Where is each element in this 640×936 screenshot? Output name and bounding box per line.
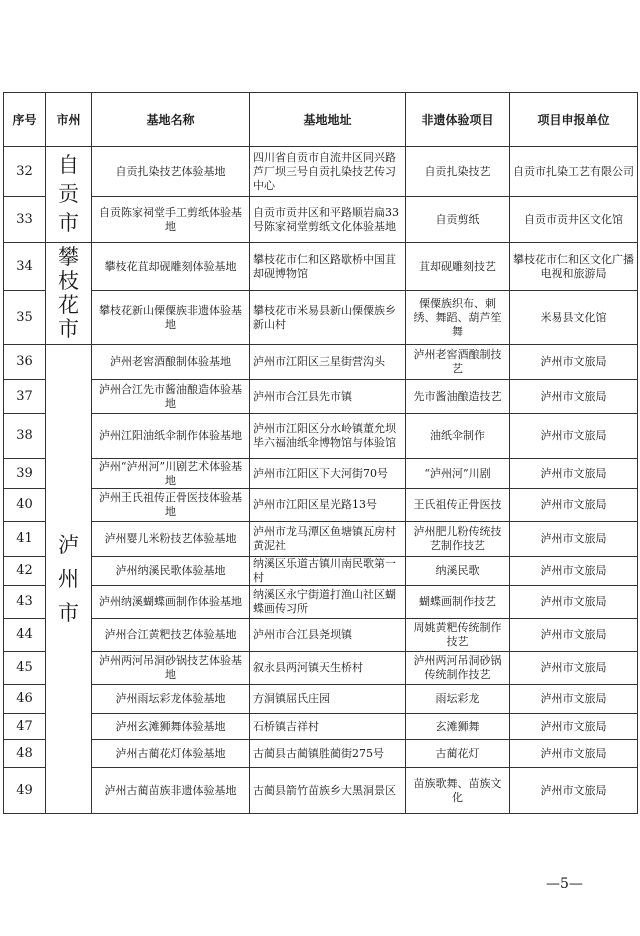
base-name: 泸州合江黄粑技艺体验基地 xyxy=(92,619,250,652)
heritage-project: 纳溪民歌 xyxy=(406,557,510,586)
declaring-unit: 泸州市文旅局 xyxy=(510,522,638,557)
row-number: 33 xyxy=(4,197,46,243)
base-address: 自贡市贡井区和平路顺岩扁33号陈家祠堂剪纸文化体验基地 xyxy=(250,197,406,243)
city-cell xyxy=(46,243,92,345)
base-name: 泸州古蔺花灯体验基地 xyxy=(92,740,250,768)
heritage-project: 玄滩狮舞 xyxy=(406,714,510,740)
declaring-unit: 泸州市文旅局 xyxy=(510,714,638,740)
table-row xyxy=(4,345,638,380)
declaring-unit: 泸州市文旅局 xyxy=(510,489,638,522)
row-number: 43 xyxy=(4,586,46,619)
base-name: 泸州合江先市酱油酿造体验基地 xyxy=(92,380,250,414)
base-address: 叙永县两河镇天生桥村 xyxy=(250,652,406,685)
base-name: 泸州婴儿米粉技艺体验基地 xyxy=(92,522,250,557)
declaring-unit: 泸州市文旅局 xyxy=(510,685,638,714)
table-row xyxy=(4,414,638,459)
declaring-unit: 自贡市扎染工艺有限公司 xyxy=(510,147,638,197)
declaring-unit: 泸州市文旅局 xyxy=(510,414,638,459)
base-name: 泸州王氏祖传正骨医技体验基地 xyxy=(92,489,250,522)
heritage-project: 泸州肥儿粉传统技艺制作技艺 xyxy=(406,522,510,557)
heritage-project: 苗族歌舞、苗族文化 xyxy=(406,768,510,814)
base-address: 纳溪区乐道古镇川南民歌第一村 xyxy=(250,557,406,586)
base-address: 古蔺县古蔺镇胜蔺街275号 xyxy=(250,740,406,768)
row-number: 39 xyxy=(4,459,46,489)
base-name: 攀枝花苴却砚雕刻体验基地 xyxy=(92,243,250,291)
header-base-name: 基地名称 xyxy=(92,93,250,147)
table-row xyxy=(4,740,638,768)
heritage-project: 雨坛彩龙 xyxy=(406,685,510,714)
table-row xyxy=(4,291,638,345)
table-row xyxy=(4,714,638,740)
table-row xyxy=(4,768,638,814)
heritage-project: 泸州两河吊洞砂锅传统制作技艺 xyxy=(406,652,510,685)
heritage-project: 周姚黄粑传统制作技艺 xyxy=(406,619,510,652)
row-number: 49 xyxy=(4,768,46,814)
header-base-address: 基地地址 xyxy=(250,93,406,147)
row-number: 34 xyxy=(4,243,46,291)
city-name: 泸州市 xyxy=(58,533,79,625)
base-address: 攀枝花市仁和区路歇桥中国苴却砚博物馆 xyxy=(250,243,406,291)
declaring-unit: 泸州市文旅局 xyxy=(510,768,638,814)
header-project: 非遗体验项目 xyxy=(406,93,510,147)
declaring-unit: 自贡市贡井区文化馆 xyxy=(510,197,638,243)
city-name: 自贡市 xyxy=(58,153,79,235)
base-address: 纳溪区永宁街道打渔山社区蝴蝶画传习所 xyxy=(250,586,406,619)
base-address: 古蔺县箭竹苗族乡大黑洞景区 xyxy=(250,768,406,814)
base-address: 石桥镇吉祥村 xyxy=(250,714,406,740)
city-name: 攀枝花市 xyxy=(58,245,79,341)
heritage-project: “泸州河”川剧 xyxy=(406,459,510,489)
row-number: 41 xyxy=(4,522,46,557)
table-row xyxy=(4,557,638,586)
page-number: —5— xyxy=(546,876,583,892)
heritage-project: 傈僳族织布、刺绣、舞蹈、葫芦笙舞 xyxy=(406,291,510,345)
city-cell xyxy=(46,147,92,243)
heritage-project: 古蔺花灯 xyxy=(406,740,510,768)
base-address: 泸州市合江县先市镇 xyxy=(250,380,406,414)
heritage-project: 自贡扎染技艺 xyxy=(406,147,510,197)
base-name: 泸州两河吊洞砂锅技艺体验基地 xyxy=(92,652,250,685)
row-number: 32 xyxy=(4,147,46,197)
base-address: 泸州市江阳区分水岭镇董允坝毕六福油纸伞博物馆与体验馆 xyxy=(250,414,406,459)
base-name: 自贡陈家祠堂手工剪纸体验基地 xyxy=(92,197,250,243)
header-no: 序号 xyxy=(4,93,46,147)
base-address: 泸州市江阳区下大河街70号 xyxy=(250,459,406,489)
table-row xyxy=(4,380,638,414)
table-row xyxy=(4,652,638,685)
base-address: 方洞镇屈氏庄园 xyxy=(250,685,406,714)
heritage-project: 油纸伞制作 xyxy=(406,414,510,459)
table-row xyxy=(4,619,638,652)
declaring-unit: 泸州市文旅局 xyxy=(510,652,638,685)
declaring-unit: 泸州市文旅局 xyxy=(510,586,638,619)
base-name: 泸州“泸州河”川剧艺术体验基地 xyxy=(92,459,250,489)
row-number: 47 xyxy=(4,714,46,740)
declaring-unit: 泸州市文旅局 xyxy=(510,380,638,414)
base-list-table xyxy=(3,92,638,814)
heritage-project: 王氏祖传正骨医技 xyxy=(406,489,510,522)
table-body xyxy=(4,147,638,814)
header-unit: 项目申报单位 xyxy=(510,93,638,147)
declaring-unit: 泸州市文旅局 xyxy=(510,557,638,586)
row-number: 46 xyxy=(4,685,46,714)
heritage-project: 苴却砚雕刻技艺 xyxy=(406,243,510,291)
table-row xyxy=(4,685,638,714)
base-name: 泸州古蔺苗族非遗体验基地 xyxy=(92,768,250,814)
base-name: 泸州老窖酒酿制体验基地 xyxy=(92,345,250,380)
row-number: 48 xyxy=(4,740,46,768)
base-name: 自贡扎染技艺体验基地 xyxy=(92,147,250,197)
table-header-row xyxy=(4,93,638,147)
base-address: 泸州市龙马潭区鱼塘镇瓦房村黄泥社 xyxy=(250,522,406,557)
table-row xyxy=(4,147,638,197)
row-number: 38 xyxy=(4,414,46,459)
base-address: 泸州市江阳区星光路13号 xyxy=(250,489,406,522)
declaring-unit: 泸州市文旅局 xyxy=(510,619,638,652)
base-address: 攀枝花市米易县新山傈僳族乡新山村 xyxy=(250,291,406,345)
table-row xyxy=(4,197,638,243)
table-row xyxy=(4,459,638,489)
declaring-unit: 泸州市文旅局 xyxy=(510,345,638,380)
base-name: 泸州纳溪蝴蝶画制作体验基地 xyxy=(92,586,250,619)
row-number: 45 xyxy=(4,652,46,685)
base-name: 泸州玄滩狮舞体验基地 xyxy=(92,714,250,740)
row-number: 37 xyxy=(4,380,46,414)
base-name: 泸州江阳油纸伞制作体验基地 xyxy=(92,414,250,459)
city-cell xyxy=(46,345,92,814)
heritage-project: 蝴蝶画制作技艺 xyxy=(406,586,510,619)
heritage-project: 泸州老窖酒酿制技艺 xyxy=(406,345,510,380)
declaring-unit: 泸州市文旅局 xyxy=(510,740,638,768)
row-number: 44 xyxy=(4,619,46,652)
declaring-unit: 攀枝花市仁和区文化广播电视和旅游局 xyxy=(510,243,638,291)
declaring-unit: 米易县文化馆 xyxy=(510,291,638,345)
table-row xyxy=(4,522,638,557)
base-name: 泸州纳溪民歌体验基地 xyxy=(92,557,250,586)
base-name: 泸州雨坛彩龙体验基地 xyxy=(92,685,250,714)
table-row xyxy=(4,586,638,619)
base-address: 四川省自贡市自流井区同兴路芦厂坝三号自贡扎染技艺传习中心 xyxy=(250,147,406,197)
base-address: 泸州市江阳区三星街营沟头 xyxy=(250,345,406,380)
table-row xyxy=(4,243,638,291)
heritage-project: 自贡剪纸 xyxy=(406,197,510,243)
row-number: 42 xyxy=(4,557,46,586)
heritage-project: 先市酱油酿造技艺 xyxy=(406,380,510,414)
row-number: 35 xyxy=(4,291,46,345)
row-number: 40 xyxy=(4,489,46,522)
base-name: 攀枝花新山傈僳族非遗体验基地 xyxy=(92,291,250,345)
table-row xyxy=(4,489,638,522)
row-number: 36 xyxy=(4,345,46,380)
header-city: 市州 xyxy=(46,93,92,147)
declaring-unit: 泸州市文旅局 xyxy=(510,459,638,489)
base-address: 泸州市合江县尧坝镇 xyxy=(250,619,406,652)
